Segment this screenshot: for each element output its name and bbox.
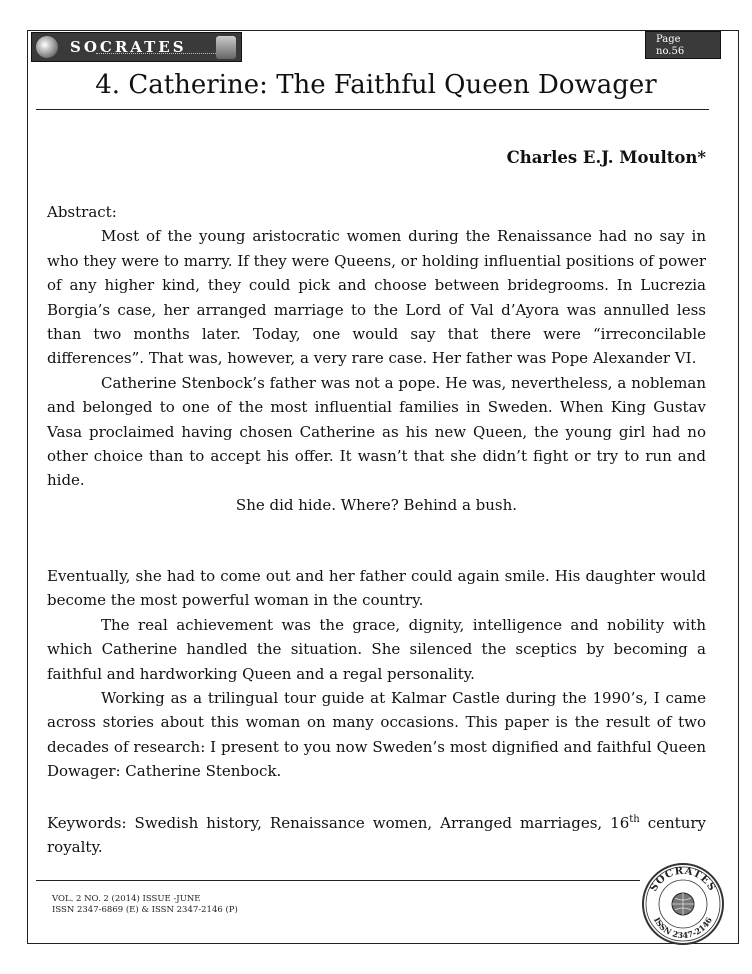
keywords-text: Swedish history, Renaissance women, Arranged marriages, 16 [126,814,630,832]
journal-logo [31,32,242,62]
abstract-centered-line: She did hide. Where? Behind a bush. [235,495,518,514]
seal-bottom-text: ISSN 2347-2146 [652,915,715,941]
seal-top-text: SOCRATES [648,865,718,894]
journal-logo-text: SOCRATES [70,38,187,56]
page-number-badge [645,31,721,59]
abstract-paragraph: Catherine Stenbock’s father was not a pope. He was, nevertheless, a nobleman and belonged to one of the most influential families in Sweden. When King Gustav Vasa proclaimed having chosen Catherine as his new Queen, the young girl had no other choice than to accept his offer. It wasn’t that she didn’t fight or try to run and hide. [47,373,706,490]
keywords-label: Keywords: [47,814,127,832]
footer-divider [36,880,640,881]
journal-seal [641,862,725,946]
article-title: 4. Catherine: The Faithful Queen Dowager [95,70,657,100]
globe-icon [36,36,58,58]
keywords [47,811,706,860]
footer-volume: VOL. 2 NO. 2 (2014) ISSUE -JUNE [52,894,201,904]
footer-issn: ISSN 2347-6869 (E) & ISSN 2347-2146 (P) [52,905,238,915]
keywords-superscript: th [629,814,640,825]
socrates-portrait-icon [216,36,236,59]
abstract-heading: Abstract: [47,203,117,221]
abstract-body-1 [47,200,706,517]
abstract-body-2 [47,564,706,784]
article-author: Charles E.J. Moulton* [506,148,706,167]
page-label: Page [656,34,681,45]
journal-footer [52,894,238,916]
title-divider [36,109,709,110]
abstract-paragraph: Eventually, she had to come out and her father could again smile. His daughter would become the most powerful woman in the country. [47,567,706,610]
abstract-paragraph: Most of the young aristocratic women during the Renaissance had no say in who they were to marry. If they were Queens, or holding influential positions of power of any higher kind, they could pick and choose between bridegrooms. In Lucrezia Borgia’s case, her arranged marriage to the Lord of Val d’Ayora was annulled less than two months later. Today, one would say that there were “irreconcilable differences”. That was, however, a very rare case. Her father was Pope Alexander VI. [47,227,706,368]
keywords-text-end: century royalty. [47,814,706,857]
abstract-paragraph: The real achievement was the grace, dignity, intelligence and nobility with which Catherine handled the situation. She silenced the sceptics by becoming a faithful and hardworking Queen and a regal personality. [47,615,706,683]
logo-divider [96,53,216,58]
abstract-paragraph: Working as a trilingual tour guide at Kalmar Castle during the 1990’s, I came across stories about this woman on many occasions. This paper is the result of two decades of research: I present to you now Sweden’s most dignified and faithful Queen Dowager: Catherine Stenbock. [47,689,706,781]
page-number: no.56 [656,46,685,57]
